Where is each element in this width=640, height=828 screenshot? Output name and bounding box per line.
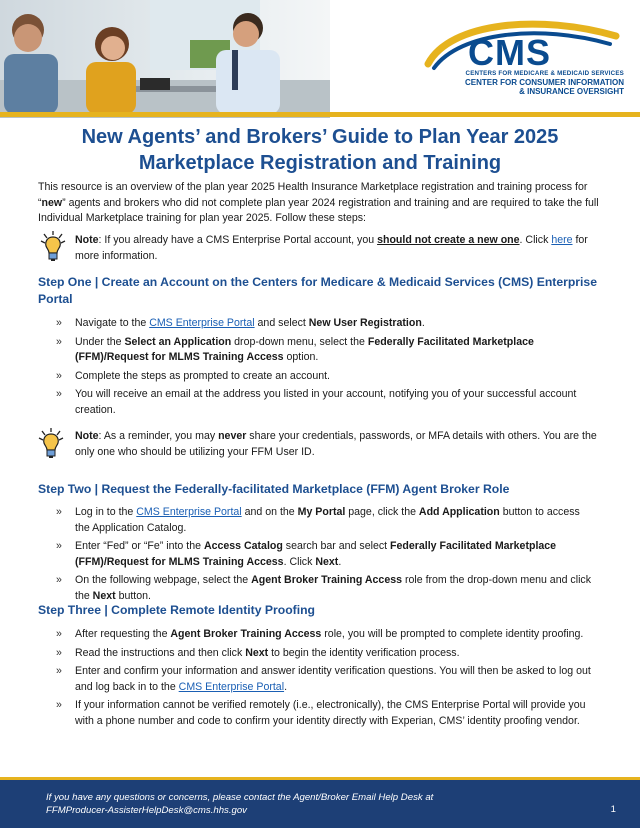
cms-portal-link[interactable]: CMS Enterprise Portal	[136, 506, 242, 518]
step-three-list	[56, 627, 596, 732]
note1-label: Note	[75, 234, 99, 246]
list-item: » You will receive an email at the address you listed in your account, notifying you of your successful account creation.	[56, 387, 596, 418]
note1-emphasis: should not create a new one	[377, 234, 520, 246]
note1-text-1: : If you already have a CMS Enterprise Portal account, you	[98, 234, 378, 246]
note2-emphasis: never	[218, 430, 247, 442]
lightbulb-icon	[36, 428, 66, 460]
footer-line-1: If you have any questions or concerns, please contact the Agent/Broker Email Help Desk at	[46, 792, 434, 803]
cms-logo	[420, 18, 624, 104]
cms-logo-line3: & INSURANCE OVERSIGHT	[519, 87, 624, 96]
note1-text-3: for more information.	[75, 234, 588, 262]
page-footer	[0, 780, 640, 828]
page-header	[0, 0, 640, 118]
cms-logo-line1: CENTERS FOR MEDICARE & MEDICAID SERVICES	[465, 70, 624, 77]
cms-portal-link[interactable]: CMS Enterprise Portal	[178, 680, 285, 693]
step-two-heading: Step Two | Request the Federally-facilitated Marketplace (FFM) Agent Broker Role	[38, 482, 510, 496]
list-item: » If your information cannot be verified remotely (i.e., electronically), the CMS Enterprise Portal will provide you with a phone number and code to confirm your identity directly with Experian, CMS’ identity proofing vendor.	[56, 698, 596, 729]
list-item: » Enter “Fed” or “Fe” into the Access Catalog search bar and select Federally Facilitated Marketplace (FFM)/Request for MLMS Training Access. Click Next.	[56, 539, 596, 570]
note-credentials	[75, 429, 600, 460]
intro-text-2: ” agents and brokers who did not complete plan year 2024 registration and training and are required to take the full Individual Marketplace training for plan year 2025. Follow these steps:	[38, 196, 599, 224]
page-title	[0, 124, 640, 176]
lightbulb-icon	[38, 231, 68, 263]
list-item: » On the following webpage, select the Agent Broker Training Access role from the drop-down menu and click the Next button.	[56, 573, 596, 604]
cms-portal-link[interactable]: CMS Enterprise Portal	[149, 317, 255, 329]
note2-text-2: share your credentials, passwords, or MFA details with others. You are the only one who should be utilizing your FFM User ID.	[75, 430, 597, 458]
footer-contact	[46, 791, 566, 817]
help-desk-email[interactable]: FFMProducer-AssisterHelpDesk@cms.hhs.gov	[46, 805, 247, 816]
note2-label: Note	[75, 430, 99, 442]
list-item: » Under the Select an Application drop-down menu, select the Federally Facilitated Marketplace (FFM)/Request for MLMS Training Access option.	[56, 335, 596, 366]
intro-bold-new: new	[41, 196, 63, 209]
list-item: » Enter and confirm your information and answer identity verification questions. You will then be asked to log out and log back in to the CMS Enterprise Portal.	[56, 664, 596, 695]
note1-here-link[interactable]: here	[551, 234, 573, 246]
header-gold-bar	[0, 112, 640, 117]
cms-wordmark: CMS	[468, 32, 551, 73]
note1-text-2: . Click	[519, 234, 552, 246]
note-existing-account	[75, 233, 600, 264]
list-item: » After requesting the Agent Broker Training Access role, you will be prompted to complete identity proofing.	[56, 627, 596, 643]
list-item: » Complete the steps as prompted to create an account.	[56, 369, 596, 385]
title-line-1: New Agents’ and Brokers’ Guide to Plan Year 2025	[81, 126, 559, 148]
step-two-list	[56, 505, 596, 607]
cms-logo-line2: CENTER FOR CONSUMER INFORMATION	[465, 78, 624, 87]
intro-text-1: This resource is an overview of the plan year 2025 Health Insurance Marketplace registration and training process for “	[38, 181, 588, 209]
list-item: » Log in to the CMS Enterprise Portal and on the My Portal page, click the Add Application button to access the Application Catalog.	[56, 505, 596, 536]
page-number: 1	[610, 804, 616, 815]
step-one-list	[56, 316, 596, 421]
office-photo	[0, 0, 330, 118]
list-item: » Navigate to the CMS Enterprise Portal and select New User Registration.	[56, 316, 596, 332]
list-item: » Read the instructions and then click Next to begin the identity verification process.	[56, 646, 596, 662]
step-three-heading: Step Three | Complete Remote Identity Proofing	[38, 603, 315, 617]
intro-paragraph	[38, 180, 604, 227]
title-line-2: Marketplace Registration and Training	[138, 152, 502, 174]
note2-text-1: : As a reminder, you may	[98, 430, 219, 442]
step-one-heading: Step One | Create an Account on the Centers for Medicare & Medicaid Services (CMS) Enterprise Portal	[38, 275, 597, 306]
